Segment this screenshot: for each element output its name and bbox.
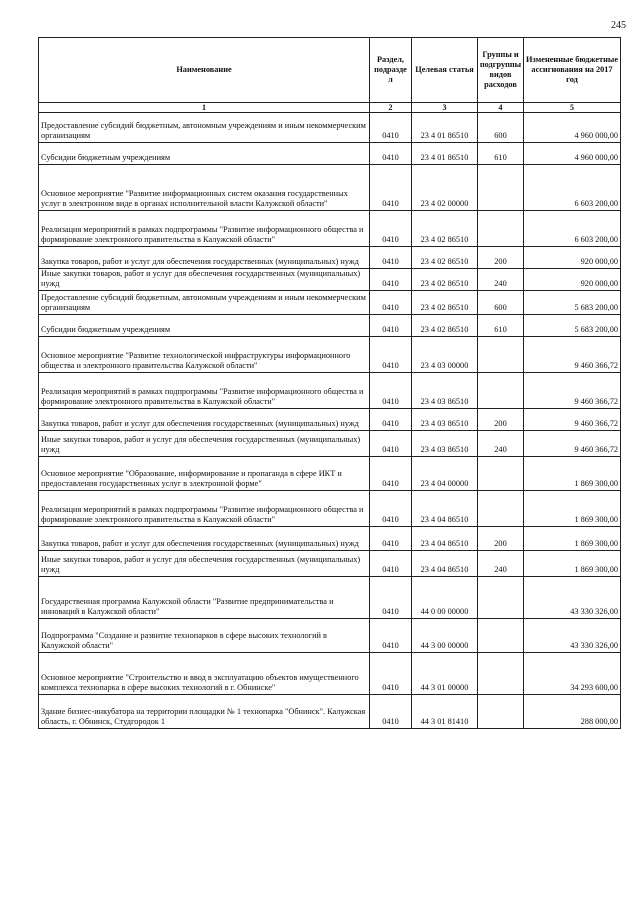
table-row (39, 409, 621, 431)
row-section: 0410 (370, 337, 412, 373)
row-group: 240 (478, 269, 524, 291)
row-target: 44 0 00 00000 (412, 577, 478, 619)
row-section: 0410 (370, 247, 412, 269)
row-target: 23 4 02 86510 (412, 247, 478, 269)
row-target: 23 4 04 86510 (412, 527, 478, 551)
row-target: 23 4 03 86510 (412, 409, 478, 431)
row-section: 0410 (370, 269, 412, 291)
row-group: 610 (478, 315, 524, 337)
row-amount: 9 460 366,72 (524, 373, 621, 409)
table-row (39, 143, 621, 165)
row-amount: 34 293 600,00 (524, 653, 621, 695)
table-body (39, 113, 621, 729)
row-group: 610 (478, 143, 524, 165)
table-row (39, 431, 621, 457)
row-amount: 1 869 300,00 (524, 491, 621, 527)
row-target: 23 4 03 86510 (412, 431, 478, 457)
row-amount: 43 330 326,00 (524, 577, 621, 619)
row-target: 23 4 02 86510 (412, 211, 478, 247)
row-target: 23 4 02 00000 (412, 165, 478, 211)
row-target: 23 4 01 86510 (412, 113, 478, 143)
column-number: 2 (370, 103, 412, 113)
table-row (39, 113, 621, 143)
row-group: 600 (478, 113, 524, 143)
row-section: 0410 (370, 551, 412, 577)
header-group: Группы и подгруппы видов расходов (478, 38, 524, 103)
row-group (478, 457, 524, 491)
header-amount: Измененные бюджетные ассигнования на 2017 год (524, 38, 621, 103)
row-group (478, 211, 524, 247)
column-number: 4 (478, 103, 524, 113)
row-amount: 9 460 366,72 (524, 337, 621, 373)
row-group (478, 165, 524, 211)
row-section: 0410 (370, 113, 412, 143)
row-section: 0410 (370, 315, 412, 337)
row-section: 0410 (370, 373, 412, 409)
row-group: 200 (478, 409, 524, 431)
table-row (39, 269, 621, 291)
row-amount: 5 683 200,00 (524, 315, 621, 337)
table-row (39, 291, 621, 315)
row-target: 23 4 04 00000 (412, 457, 478, 491)
row-section: 0410 (370, 431, 412, 457)
row-group: 240 (478, 431, 524, 457)
table-row (39, 373, 621, 409)
table-row (39, 695, 621, 729)
row-amount: 920 000,00 (524, 247, 621, 269)
row-name: Здание бизнес-инкубатора на территории площадки № 1 технопарка "Обнинск". Калужская область, г. Обнинск, Студгородок 1 (39, 695, 370, 729)
row-group: 240 (478, 551, 524, 577)
row-target: 23 4 04 86510 (412, 491, 478, 527)
table-row (39, 491, 621, 527)
row-group (478, 695, 524, 729)
row-target: 23 4 03 00000 (412, 337, 478, 373)
row-name: Закупка товаров, работ и услуг для обеспечения государственных (муниципальных) нужд (39, 527, 370, 551)
row-group (478, 373, 524, 409)
row-section: 0410 (370, 143, 412, 165)
table-row (39, 211, 621, 247)
header-name: Наименование (39, 38, 370, 103)
table-row (39, 247, 621, 269)
row-name: Субсидии бюджетным учреждениям (39, 315, 370, 337)
row-group: 600 (478, 291, 524, 315)
row-name: Подпрограмма "Создание и развитие технопарков в сфере высоких технологий в Калужской области" (39, 619, 370, 653)
row-section: 0410 (370, 291, 412, 315)
header-target: Целевая статья (412, 38, 478, 103)
row-name: Реализация мероприятий в рамках подпрограммы "Развитие информационного общества и формирование электронного правительства в Калужской области" (39, 491, 370, 527)
row-section: 0410 (370, 653, 412, 695)
row-amount: 288 000,00 (524, 695, 621, 729)
row-amount: 6 603 200,00 (524, 211, 621, 247)
row-name: Государственная программа Калужской области "Развитие предпринимательства и инноваций в Калужской области" (39, 577, 370, 619)
column-number: 3 (412, 103, 478, 113)
budget-table (38, 37, 621, 729)
row-name: Предоставление субсидий бюджетным, автономным учреждениям и иным некоммерческим организациям (39, 113, 370, 143)
row-amount: 9 460 366,72 (524, 431, 621, 457)
row-amount: 6 603 200,00 (524, 165, 621, 211)
row-target: 23 4 01 86510 (412, 143, 478, 165)
row-target: 44 3 01 81410 (412, 695, 478, 729)
column-number-row (39, 103, 621, 113)
row-target: 23 4 02 86510 (412, 291, 478, 315)
table-row (39, 315, 621, 337)
row-group: 200 (478, 247, 524, 269)
page-number: 245 (611, 20, 626, 31)
row-target: 23 4 02 86510 (412, 315, 478, 337)
table-row (39, 527, 621, 551)
row-section: 0410 (370, 211, 412, 247)
table-row (39, 653, 621, 695)
row-amount: 1 869 300,00 (524, 527, 621, 551)
column-number: 1 (39, 103, 370, 113)
row-group (478, 619, 524, 653)
row-target: 44 3 00 00000 (412, 619, 478, 653)
row-name: Закупка товаров, работ и услуг для обеспечения государственных (муниципальных) нужд (39, 247, 370, 269)
row-amount: 4 960 000,00 (524, 143, 621, 165)
row-amount: 1 869 300,00 (524, 457, 621, 491)
row-section: 0410 (370, 457, 412, 491)
row-group (478, 653, 524, 695)
row-section: 0410 (370, 527, 412, 551)
row-name: Реализация мероприятий в рамках подпрограммы "Развитие информационного общества и формирование электронного правительства в Калужской области" (39, 211, 370, 247)
row-name: Субсидии бюджетным учреждениям (39, 143, 370, 165)
row-name: Основное мероприятие "Развитие технологической инфраструктуры информационного общества и электронного правительства Калужской области" (39, 337, 370, 373)
row-name: Иные закупки товаров, работ и услуг для обеспечения государственных (муниципальных) нужд (39, 431, 370, 457)
row-amount: 1 869 300,00 (524, 551, 621, 577)
row-amount: 43 330 326,00 (524, 619, 621, 653)
row-group (478, 577, 524, 619)
row-section: 0410 (370, 577, 412, 619)
row-target: 23 4 04 86510 (412, 551, 478, 577)
row-amount: 4 960 000,00 (524, 113, 621, 143)
table-row (39, 457, 621, 491)
table-row (39, 577, 621, 619)
row-name: Основное мероприятие "Строительство и ввод в эксплуатацию объектов имущественного комплекса технопарка в сфере высоких технологий в г. Обнинске" (39, 653, 370, 695)
header-row (39, 38, 621, 103)
table-row (39, 619, 621, 653)
row-target: 44 3 01 00000 (412, 653, 478, 695)
row-amount: 5 683 200,00 (524, 291, 621, 315)
row-group (478, 491, 524, 527)
row-name: Основное мероприятие "Развитие информационных систем оказания государственных услуг в электронном виде в органах исполнительной власти Калужской области" (39, 165, 370, 211)
row-section: 0410 (370, 491, 412, 527)
row-section: 0410 (370, 695, 412, 729)
row-name: Иные закупки товаров, работ и услуг для обеспечения государственных (муниципальных) нужд (39, 269, 370, 291)
row-name: Реализация мероприятий в рамках подпрограммы "Развитие информационного общества и формирование электронного правительства в Калужской области" (39, 373, 370, 409)
row-section: 0410 (370, 619, 412, 653)
table-row (39, 165, 621, 211)
row-name: Закупка товаров, работ и услуг для обеспечения государственных (муниципальных) нужд (39, 409, 370, 431)
row-section: 0410 (370, 165, 412, 211)
table-row (39, 337, 621, 373)
row-name: Иные закупки товаров, работ и услуг для обеспечения государственных (муниципальных) нужд (39, 551, 370, 577)
row-name: Предоставление субсидий бюджетным, автономным учреждениям и иным некоммерческим организациям (39, 291, 370, 315)
column-number: 5 (524, 103, 621, 113)
row-target: 23 4 03 86510 (412, 373, 478, 409)
table-row (39, 551, 621, 577)
row-section: 0410 (370, 409, 412, 431)
row-amount: 920 000,00 (524, 269, 621, 291)
row-group: 200 (478, 527, 524, 551)
header-section: Раздел, подразде л (370, 38, 412, 103)
row-target: 23 4 02 86510 (412, 269, 478, 291)
row-amount: 9 460 366,72 (524, 409, 621, 431)
row-group (478, 337, 524, 373)
row-name: Основное мероприятие "Образование, информирование и пропаганда в сфере ИКТ и предоставления государственных услуг в электронной форме" (39, 457, 370, 491)
